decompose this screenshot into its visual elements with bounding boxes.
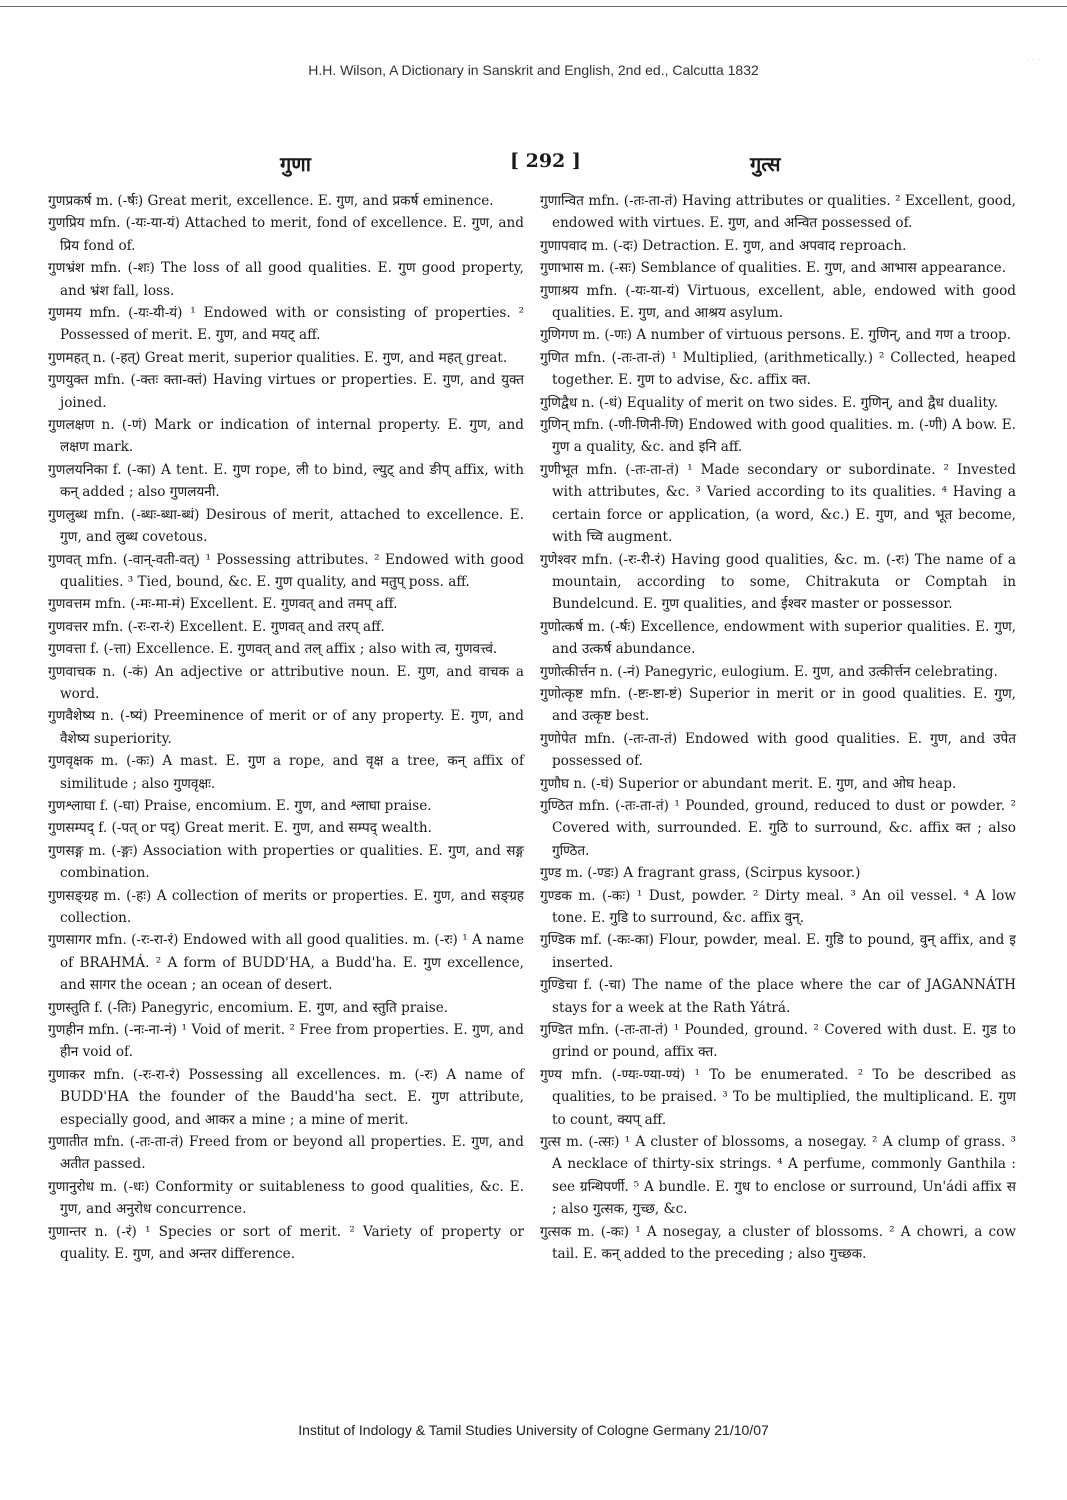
dictionary-entry: गुणवत्तर mfn. (-रः-रा-रं) Excellent. E. गुणवत् and तरप् aff. bbox=[48, 618, 385, 635]
dictionary-entry: गुणप्रिय mfn. (-यः-या-यं) Attached to merit, fond of excellence. E. गुण, and प्रिय fond of. bbox=[48, 215, 524, 254]
dictionary-entry: गुणापवाद m. (-दः) Detraction. E. गुण, and अपवाद reproach. bbox=[540, 237, 907, 254]
dictionary-entry: गुणमहत् n. (-हत्) Great merit, superior qualities. E. गुण, and महत् great. bbox=[48, 349, 508, 366]
dictionary-entry: गुणवत्तम mfn. (-मः-मा-मं) Excellent. E. गुणवत् and तमप् aff. bbox=[48, 596, 398, 613]
dictionary-entry: गुणभ्रंश mfn. (-शः) The loss of all good qualities. E. गुण good property, and भ्रंश fall, loss. bbox=[48, 260, 524, 299]
dictionary-entry: गुणवाचक n. (-कं) An adjective or attributive noun. E. गुण, and वाचक a word. bbox=[48, 663, 524, 702]
dictionary-entry: गुणसागर mfn. (-रः-रा-रं) Endowed with all good qualities. m. (-रः) ¹ A name of BRAHMÁ. ² A form of BUDD'HA, a Budd'ha. E. गुण excellence, and सागर the ocean ; an ocean of desert. bbox=[48, 932, 524, 994]
dictionary-entry: गुणसम्पद् f. (-पत् or पद्) Great merit. E. गुण, and सम्पद् wealth. bbox=[48, 820, 432, 837]
dictionary-entry: गुत्सक m. (-कः) ¹ A nosegay, a cluster of blossoms. ² A chowri, a cow tail. E. कन् added to the preceding ; also गुच्छक. bbox=[540, 1223, 1016, 1263]
dictionary-entry: गुणश्लाघा f. (-घा) Praise, encomium. E. गुण, and श्लाघा praise. bbox=[48, 797, 432, 814]
dictionary-entry: गुण्डिचा f. (-चा) The name of the place where the car of JAGANNÁTH stays for a week at the Rath Yátrá. bbox=[540, 977, 1016, 1016]
dictionary-entry: गुणवत्ता f. (-त्ता) Excellence. E. गुणवत् and तल् affix ; also with त्व, गुणवत्त्वं. bbox=[48, 641, 498, 658]
dictionary-entry: गुणोपेत mfn. (-तः-ता-तं) Endowed with good qualities. E. गुण, and उपेत possessed of. bbox=[540, 730, 1016, 770]
header-left-word: गुणा bbox=[280, 152, 311, 176]
right-column bbox=[540, 190, 1016, 1266]
dictionary-entry: गुण्ठित mfn. (-तः-ता-तं) ¹ Pounded, ground, reduced to dust or powder. ² Covered with, surrounded. E. गुठि to surround, &c. affix क्त ; also गुण्ठित. bbox=[540, 797, 1016, 859]
dictionary-entry: गुणिन् mfn. (-णी-णिनी-णि) Endowed with good qualities. m. (-णी) A bow. E. गुण a quality, &c. and इनि aff. bbox=[540, 417, 1016, 456]
dictionary-entry: गुत्स m. (-त्सः) ¹ A cluster of blossoms, a nosegay. ² A clump of grass. ³ A necklace of thirty-six strings. ⁴ A perfume, commonly Ganthila : see ग्रन्थिपर्णी. ⁵ A bundle. E. गुध to enclose or surround, Un'ádi affix स ; also गुत्सक, गुच्छ, &c. bbox=[540, 1134, 1016, 1218]
dictionary-entry: गुण्य mfn. (-ण्यः-ण्या-ण्यं) ¹ To be enumerated. ² To be described as qualities, to be praised. ³ To be multiplied, the multiplicand. E. गुण to count, क्यप् aff. bbox=[540, 1066, 1016, 1128]
dictionary-entry: गुणातीत mfn. (-तः-ता-तं) Freed from or beyond all properties. E. गुण, and अतीत passed. bbox=[48, 1134, 524, 1173]
dictionary-entry: गुणान्तर n. (-रं) ¹ Species or sort of merit. ² Variety of property or quality. E. गुण, and अन्तर difference. bbox=[48, 1223, 524, 1263]
dictionary-entry: गुणवत् mfn. (-वान्-वती-वत्) ¹ Possessing attributes. ² Endowed with good qualities. ³ Tied, bound, &c. E. गुण quality, and मतुप् poss. aff. bbox=[48, 551, 524, 590]
scan-mark: · · · bbox=[1026, 57, 1041, 63]
dictionary-entry: गुणलुब्ध mfn. (-ब्धः-ब्धा-ब्धं) Desirous of merit, attached to excellence. E. गुण, and लुब्ध covetous. bbox=[48, 506, 524, 546]
dictionary-entry: गुणाकर mfn. (-रः-रा-रं) Possessing all excellences. m. (-रः) A name of BUDD'HA the founder of the Baudd'ha sect. E. गुण attribute, especially good, and आकर a mine ; a mine of merit. bbox=[48, 1066, 524, 1128]
dictionary-entry: गुणिगण m. (-णः) A number of virtuous persons. E. गुणिन्, and गण a troop. bbox=[540, 327, 1012, 344]
dictionary-entry: गुणवैशेष्य n. (-ष्यं) Preeminence of merit or of any property. E. गुण, and वैशेष्य superiority. bbox=[48, 708, 524, 747]
dictionary-entry: गुणयुक्त mfn. (-क्तः क्ता-क्तं) Having virtues or properties. E. गुण, and युक्त joined. bbox=[48, 372, 524, 411]
dictionary-entry: गुणौघ n. (-घं) Superior or abundant merit. E. गुण, and ओघ heap. bbox=[540, 775, 957, 792]
dictionary-entry: गुणप्रकर्ष m. (-र्षः) Great merit, excellence. E. गुण, and प्रकर्ष eminence. bbox=[48, 193, 494, 209]
dictionary-entry: गुणस्तुति f. (-तिः) Panegyric, encomium. E. गुण, and स्तुति praise. bbox=[48, 999, 449, 1016]
dictionary-entry: गुणहीन mfn. (-नः-ना-नं) ¹ Void of merit. ² Free from properties. E. गुण, and हीन void of. bbox=[48, 1022, 524, 1061]
dictionary-entry: गुणमय mfn. (-यः-यी-यं) ¹ Endowed with or consisting of properties. ² Possessed of merit. E. गुण, and मयट् aff. bbox=[48, 305, 524, 344]
dictionary-entry: गुण्डित mfn. (-तः-ता-तं) ¹ Pounded, ground. ² Covered with dust. E. गुड to grind or pound, affix क्त. bbox=[540, 1022, 1016, 1061]
dictionary-entry: गुण्ड m. (-ण्डः) A fragrant grass, (Scirpus kysoor.) bbox=[540, 865, 861, 882]
dictionary-entry: गुणसङ्ग m. (-ङ्गः) Association with properties or qualities. E. गुण, and सङ्ग combination. bbox=[48, 842, 524, 882]
dictionary-entry: गुणोत्कृष्ट mfn. (-ष्टः-ष्टा-ष्टं) Superior in merit or in good qualities. E. गुण, and उत्कृष्ट best. bbox=[540, 685, 1016, 725]
dictionary-entry: गुणानुरोध m. (-धः) Conformity or suitableness to good qualities, &c. E. गुण, and अनुरोध concurrence. bbox=[48, 1178, 524, 1218]
footer-line: Institut of Indology & Tamil Studies University of Cologne Germany 21/10/07 bbox=[298, 1422, 769, 1438]
dictionary-entry: गुण्डक m. (-कः) ¹ Dust, powder. ² Dirty meal. ³ An oil vessel. ⁴ A low tone. E. गुडि to surround, &c. affix वुन्. bbox=[540, 887, 1016, 926]
dictionary-entry: गुणाभास m. (-सः) Semblance of qualities. E. गुण, and आभास appearance. bbox=[540, 260, 1007, 277]
dictionary-entry: गुणवृक्षक m. (-कः) A mast. E. गुण a rope, and वृक्ष a tree, कन् affix of similitude ; also गुणवृक्षः. bbox=[48, 753, 524, 792]
dictionary-entry: गुणोत्कीर्त्तन n. (-नं) Panegyric, eulogium. E. गुण, and उत्कीर्त्तन celebrating. bbox=[540, 663, 998, 680]
dictionary-entry: गुणलक्षण n. (-णं) Mark or indication of internal property. E. गुण, and लक्षण mark. bbox=[48, 417, 524, 456]
top-rule bbox=[0, 6, 1067, 7]
left-column bbox=[48, 190, 524, 1266]
dictionary-entry: गुणसङ्ग्रह m. (-हः) A collection of merits or properties. E. गुण, and सङ्ग्रह collection. bbox=[48, 887, 524, 926]
running-header bbox=[48, 150, 1020, 180]
header-right-word: गुत्स bbox=[750, 152, 781, 176]
dictionary-entry: गुणान्वित mfn. (-तः-ता-तं) Having attributes or qualities. ² Excellent, good, endowed with virtues. E. गुण, and अन्वित possessed of. bbox=[540, 193, 1016, 232]
dictionary-entry: गुणाश्रय mfn. (-यः-या-यं) Virtuous, excellent, able, endowed with good qualities. E. गुण, and आश्रय asylum. bbox=[540, 282, 1016, 322]
dictionary-entry: गुणलयनिका f. (-का) A tent. E. गुण rope, ली to bind, ल्युट् and ङीप् affix, with कन् added ; also गुणलयनी. bbox=[48, 461, 524, 501]
dictionary-entry: गुणित mfn. (-तः-ता-तं) ¹ Multiplied, (arithmetically.) ² Collected, heaped together. E. गुण to advise, &c. affix क्त. bbox=[540, 349, 1016, 389]
dictionary-entry: गुणिद्वैध n. (-धं) Equality of merit on two sides. E. गुणिन्, and द्वैध duality. bbox=[540, 394, 999, 411]
source-line: H.H. Wilson, A Dictionary in Sanskrit and English, 2nd ed., Calcutta 1832 bbox=[308, 62, 759, 78]
dictionary-entry: गुणेश्वर mfn. (-रः-री-रं) Having good qualities, &c. m. (-रः) The name of a mountain, according to some, Chitrakuta or Comptah in Bundelcund. E. गुण qualities, and ईश्वर master or possessor. bbox=[540, 551, 1016, 613]
dictionary-entry: गुणोत्कर्ष m. (-र्षः) Excellence, endowment with superior qualities. E. गुण, and उत्कर्ष abundance. bbox=[540, 618, 1016, 658]
page-number: [ 292 ] bbox=[510, 150, 581, 172]
dictionary-entry: गुणीभूत mfn. (-तः-ता-तं) ¹ Made secondary or subordinate. ² Invested with attributes, &c. ³ Varied according to its qualities. ⁴ Having a certain force or application, (a word, &c.) E. गुण, and भूत become, with च्वि augment. bbox=[540, 461, 1016, 546]
dictionary-entry: गुण्डिक mf. (-कः-का) Flour, powder, meal. E. गुडि to pound, वुन् affix, and इ inserted. bbox=[540, 932, 1016, 971]
